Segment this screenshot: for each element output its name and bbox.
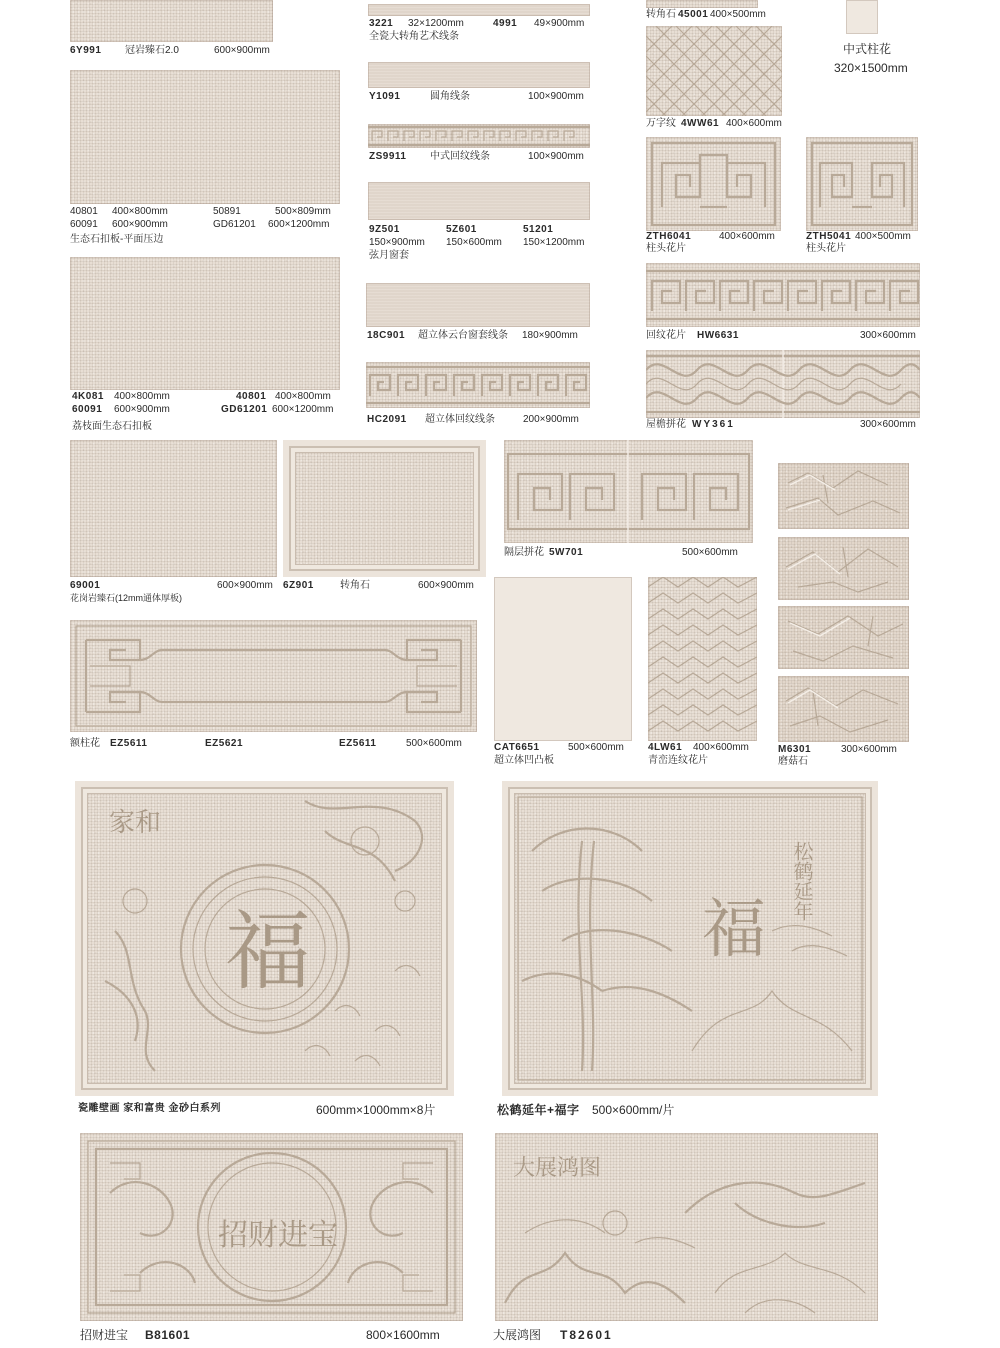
- product-size: 600×900mm: [112, 219, 168, 230]
- product-size: 600×900mm: [114, 404, 170, 415]
- product-name: 超立体凹凸板: [494, 755, 554, 766]
- 3d-relief-panel-image: [494, 577, 632, 741]
- product-code: M6301: [778, 744, 812, 755]
- product-name: 圆角线条: [430, 91, 470, 102]
- product-name: 招财进宝: [80, 1328, 129, 1342]
- product-size: 150×1200mm: [523, 237, 585, 248]
- product-code: 5Z601: [446, 224, 477, 235]
- mural-calligraphy: 松鹤延年: [790, 841, 814, 921]
- product-code: 18C901: [367, 330, 406, 341]
- product-code: B81601: [145, 1328, 191, 1342]
- product-name: 中式柱花: [843, 42, 892, 56]
- product-name: 隔层拼花: [504, 547, 544, 558]
- round-corner-molding-image: [368, 62, 590, 88]
- granite-stone-image: [70, 440, 277, 577]
- product-size: 500×600mm: [568, 742, 624, 753]
- product-code: 4991: [493, 18, 518, 29]
- product-size: 100×900mm: [528, 91, 584, 102]
- mural-wealth-treasure-image: [80, 1133, 463, 1321]
- product-size: 600×900mm: [214, 45, 270, 56]
- mural-calligraphy: 招财进宝: [218, 1218, 338, 1253]
- product-name: 瓷雕壁画 家和富贵 金砂白系列: [78, 1103, 222, 1114]
- product-code: 60091: [72, 404, 103, 415]
- product-name: 屋檐拼花: [646, 419, 686, 430]
- product-name: 弦月窗套: [369, 250, 409, 261]
- product-name: 万字纹: [646, 118, 676, 129]
- product-size: 800×1600mm: [366, 1328, 440, 1342]
- mural-calligraphy: 家和: [109, 808, 162, 838]
- product-name: 超立体回纹线条: [425, 414, 495, 425]
- product-name: 磨菇石: [778, 756, 808, 767]
- product-size: 600×900mm: [418, 580, 474, 591]
- product-size: 300×600mm: [860, 330, 916, 341]
- product-name: 松鹤延年+福字: [497, 1103, 580, 1117]
- column-flower-image: [846, 0, 878, 34]
- product-code: T82601: [560, 1328, 613, 1342]
- product-code: EZ5611: [339, 738, 377, 749]
- product-code: GD61201: [213, 219, 256, 230]
- product-code: 3221: [369, 18, 394, 29]
- mural-grand-plan-image: [495, 1133, 878, 1321]
- product-size: 600×1200mm: [268, 219, 330, 230]
- product-size: 500×809mm: [275, 206, 331, 217]
- product-name: 回纹花片: [646, 330, 686, 341]
- product-code: 69001: [70, 580, 101, 591]
- product-name: 柱头花片: [646, 243, 686, 254]
- product-name: 大展鸿图: [493, 1328, 542, 1342]
- fret-flower-tile-image: [646, 263, 920, 327]
- product-code: EZ5621: [205, 738, 244, 749]
- product-code: 6Y991: [70, 45, 102, 56]
- mushroom-stone-2-image: [778, 537, 909, 600]
- product-size: 400×800mm: [275, 391, 331, 402]
- crescent-window-trim-image: [368, 182, 590, 220]
- product-code: 4WW61: [681, 118, 720, 129]
- product-size: 32×1200mm: [408, 18, 464, 29]
- product-code: 40801: [70, 206, 98, 217]
- eco-stone-panel-image: [70, 70, 340, 204]
- product-size: 400×800mm: [112, 206, 168, 217]
- product-name: 全瓷大转角艺术线条: [369, 31, 459, 42]
- product-size: 180×900mm: [522, 330, 578, 341]
- product-code: 60091: [70, 219, 98, 230]
- mountain-pattern-tile-image: [648, 577, 757, 741]
- product-size: 500×600mm/片: [592, 1103, 675, 1117]
- product-size: 400×600mm: [719, 231, 775, 242]
- product-code: WY361: [692, 419, 735, 430]
- mushroom-stone-1-image: [778, 463, 909, 529]
- product-size: 400×500mm: [855, 231, 911, 242]
- product-size: 600×1200mm: [272, 404, 334, 415]
- product-size: 100×900mm: [528, 151, 584, 162]
- corner-stone-6z901-image: [283, 440, 486, 577]
- product-size: 400×800mm: [114, 391, 170, 402]
- product-name: 冠岩臻石2.0: [125, 45, 179, 56]
- product-code: ZTH5041: [806, 231, 852, 242]
- product-code: 9Z501: [369, 224, 400, 235]
- product-size: 500×600mm: [682, 547, 738, 558]
- lychee-eco-stone-panel-image: [70, 257, 340, 390]
- mural-calligraphy: 大展鸿图: [513, 1156, 602, 1181]
- product-code: 51201: [523, 224, 554, 235]
- column-capital-6041-image: [646, 137, 781, 231]
- product-size: 320×1500mm: [834, 61, 908, 75]
- molding-3221-image: [368, 4, 590, 16]
- layer-flower-tile-image: [504, 440, 753, 543]
- product-name: 超立体云台窗套线条: [418, 330, 508, 341]
- product-code: 4LW61: [648, 742, 683, 753]
- column-capital-5041-image: [806, 137, 918, 231]
- fu-character: 福: [702, 893, 766, 967]
- lintel-flower-tile-image: [70, 620, 477, 732]
- eave-pattern-tile-image: [646, 350, 920, 418]
- product-name: 荔枝面生态石扣板: [72, 421, 152, 432]
- product-code: GD61201: [221, 404, 268, 415]
- product-name: 转角石: [340, 580, 370, 591]
- product-code: 50891: [213, 206, 241, 217]
- product-code: 40801: [236, 391, 267, 402]
- product-size: 49×900mm: [534, 18, 585, 29]
- product-size: 150×900mm: [369, 237, 425, 248]
- product-size: 400×600mm: [726, 118, 782, 129]
- product-size: 400×500mm: [710, 9, 766, 20]
- wanzi-pattern-tile-image: [646, 26, 782, 116]
- product-code: HW6631: [697, 330, 739, 341]
- mural-family-harmony-image: [75, 781, 454, 1096]
- product-code: CAT6651: [494, 742, 540, 753]
- product-code: 4K081: [72, 391, 104, 402]
- product-name: 中式回纹线条: [430, 151, 490, 162]
- product-name: 柱头花片: [806, 243, 846, 254]
- product-code: 45001: [678, 9, 709, 20]
- chinese-fret-molding-image: [368, 124, 590, 148]
- corner-stone-image: [646, 0, 758, 8]
- product-code: ZS9911: [369, 151, 407, 162]
- product-6y991-image: [70, 0, 273, 42]
- mushroom-stone-3-image: [778, 606, 909, 669]
- mushroom-stone-4-image: [778, 676, 909, 742]
- product-name: 额柱花: [70, 738, 100, 749]
- product-size: 200×900mm: [523, 414, 579, 425]
- product-size: 500×600mm: [406, 738, 462, 749]
- product-code: EZ5611: [110, 738, 148, 749]
- mural-pine-crane-image: [502, 781, 878, 1096]
- product-size: 600mm×1000mm×8片: [316, 1103, 436, 1117]
- fu-character: 福: [225, 902, 311, 1002]
- cloud-sill-molding-image: [366, 283, 590, 327]
- product-size: 300×600mm: [841, 744, 897, 755]
- product-code: ZTH6041: [646, 231, 692, 242]
- product-code: 6Z901: [283, 580, 314, 591]
- product-code: HC2091: [367, 414, 407, 425]
- product-code: Y1091: [369, 91, 401, 102]
- product-size: 300×600mm: [860, 419, 916, 430]
- product-size: 400×600mm: [693, 742, 749, 753]
- product-name: 转角石: [646, 9, 676, 20]
- product-size: 600×900mm: [217, 580, 273, 591]
- product-code: 5W701: [549, 547, 584, 558]
- product-name: 花岗岩臻石(12mm通体厚板): [70, 593, 182, 603]
- product-size: 150×600mm: [446, 237, 502, 248]
- 3d-fret-molding-image: [366, 362, 590, 408]
- product-name: 生态石扣板-平面压边: [70, 234, 164, 245]
- product-name: 青峦连纹花片: [648, 755, 708, 766]
